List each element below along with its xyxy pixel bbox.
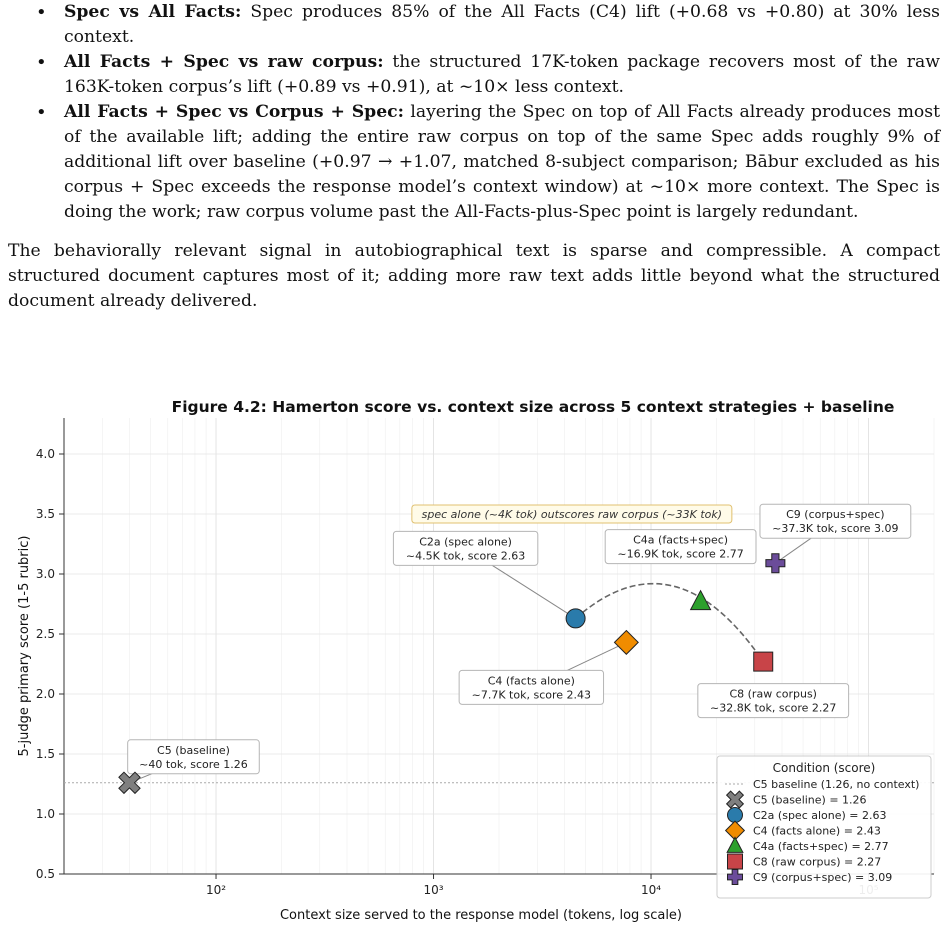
annotation-c2a xyxy=(393,531,537,565)
y-tick-label: 4.0 xyxy=(35,447,55,461)
annotation-c4a-text: C4a (facts+spec) xyxy=(633,533,729,547)
annotation-c9-text: C9 (corpus+spec) xyxy=(786,508,885,522)
y-tick-label: 1.0 xyxy=(35,807,55,821)
legend-label: C4 (facts alone) = 2.43 xyxy=(753,824,881,838)
annotation-c8 xyxy=(698,684,849,718)
annotation-c4-text: ~7.7K tok, score 2.43 xyxy=(471,688,592,702)
bullet-text: Spec produces 85% of the All Facts (C4) lift (+0.68 vs +0.80) at 30% less context. xyxy=(64,2,941,47)
y-tick-label: 0.5 xyxy=(35,867,55,881)
y-tick-label: 2.0 xyxy=(35,687,55,701)
legend-title: Condition (score) xyxy=(772,761,876,775)
annotation-c9 xyxy=(760,504,911,538)
legend-label: C4a (facts+spec) = 2.77 xyxy=(753,840,889,853)
bullet-lead: Spec vs All Facts: xyxy=(64,2,242,22)
x-tick-label: 10⁴ xyxy=(640,883,662,897)
legend-baseline-label: C5 baseline (1.26, no context) xyxy=(753,778,920,791)
bullet-item xyxy=(8,50,940,100)
annotation-c2a-text: C2a (spec alone) xyxy=(419,535,512,549)
annotation-c8-text: C8 (raw corpus) xyxy=(729,687,817,701)
bullet-text: layering the Spec on top of All Facts already produces most of the available lift; adding the entire raw corpus on top of the same Spec adds roughly 9% of additional lift over baseline (+0.97 → +1.07, matched 8-subject comparison; Bābur excluded as his corpus + Spec exceeds the response model’s context window) at ~10× more context. The Spec is doing the work; raw corpus volume past the All-Facts-plus-Spec point is largely redundant. xyxy=(64,102,940,222)
x-tick-label: 10³ xyxy=(423,883,444,897)
legend-label: C8 (raw corpus) = 2.27 xyxy=(753,855,882,869)
y-tick-label: 3.0 xyxy=(35,567,55,581)
trend-curve xyxy=(576,584,764,662)
bullet-list xyxy=(8,0,940,225)
annotation-c9-text: ~37.3K tok, score 3.09 xyxy=(772,522,899,536)
annotation-c4-text: C4 (facts alone) xyxy=(487,674,575,688)
annotation-c5-text: ~40 tok, score 1.26 xyxy=(139,757,248,771)
annotation-c8-text: ~32.8K tok, score 2.27 xyxy=(710,701,837,715)
document-text xyxy=(8,0,940,314)
y-tick-label: 1.5 xyxy=(35,747,55,761)
y-axis-label: 5-judge primary score (1-5 rubric) xyxy=(17,535,32,757)
annotation-c2a-text: ~4.5K tok, score 2.63 xyxy=(405,549,526,563)
annotation-c5 xyxy=(128,740,260,774)
legend-label: C5 (baseline) = 1.26 xyxy=(753,793,867,807)
bullet-item xyxy=(8,100,940,225)
legend-swatch-c8 xyxy=(728,854,743,869)
x-axis-label: Context size served to the response model (tokens, log scale) xyxy=(279,908,683,923)
legend-label: C9 (corpus+spec) = 3.09 xyxy=(753,871,893,884)
bullet-lead: All Facts + Spec vs Corpus + Spec: xyxy=(64,102,404,122)
point-c2a xyxy=(566,609,585,628)
chart-title: Figure 4.2: Hamerton score vs. context size across 5 context strategies + baseline xyxy=(171,398,895,416)
legend-label: C2a (spec alone) = 2.63 xyxy=(753,809,887,822)
scatter-chart xyxy=(0,390,950,950)
annotation-c4 xyxy=(459,670,603,704)
annotation-c4a xyxy=(605,530,756,564)
legend-swatch-c2a xyxy=(728,808,743,823)
legend xyxy=(717,756,931,898)
bullet-text: the structured 17K-token package recovers most of the raw 163K-token corpus’s lift (+0.89 vs +0.91), at ~10× less context. xyxy=(64,52,940,97)
bullet-item xyxy=(8,0,940,50)
annotation-c5-text: C5 (baseline) xyxy=(157,743,230,757)
bullet-lead: All Facts + Spec vs raw corpus: xyxy=(64,52,384,72)
closing-paragraph: The behaviorally relevant signal in autobiographical text is sparse and compressible. A compact structured document captures most of it; adding more raw text adds little beyond what the structured document already delivered. xyxy=(8,241,940,311)
y-tick-label: 3.5 xyxy=(35,507,55,521)
point-c8 xyxy=(754,652,773,671)
callout-text: spec alone (~4K tok) outscores raw corpus (~33K tok) xyxy=(421,508,723,521)
x-tick-label: 10² xyxy=(205,883,227,897)
annotation-c4a-text: ~16.9K tok, score 2.77 xyxy=(617,547,744,561)
y-tick-label: 2.5 xyxy=(35,627,55,641)
